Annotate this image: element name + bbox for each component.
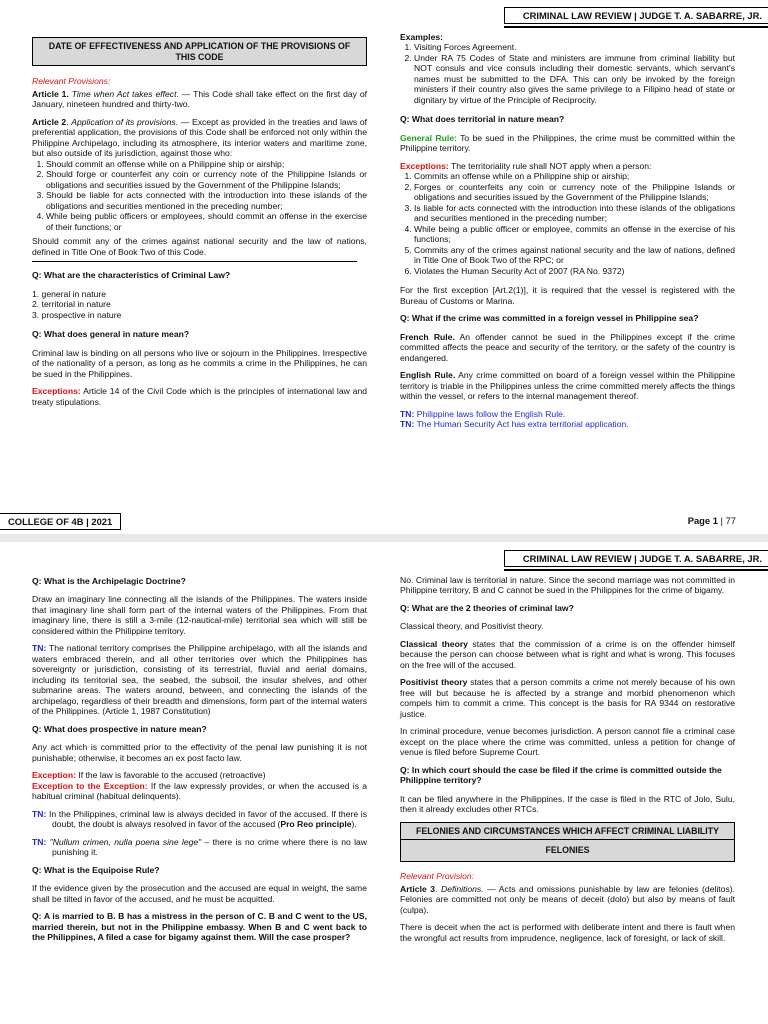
exception	[32, 770, 367, 780]
page-label: Page 1	[687, 515, 718, 526]
relevant-provision-label: Relevant Provision:	[400, 871, 475, 882]
english-rule-text: Any crime committed on board of a foreign vessel within the Philippine territory is triable in the Philippines unless the crime committed merely affects the things within the vessel, or refers to the internal management thereof.	[400, 370, 735, 402]
tn-text: In the Philippines, criminal law is always decided in favor of the accused. If there is doubt, the doubt is always resolved in favor of the accused (	[46, 808, 367, 830]
list-item: 3. Is liable for acts connected with the introduction into these islands of the obligations and securities mentioned in the preceding number;	[414, 203, 735, 224]
answer: Any act which is committed prior to the effectivity of the penal law punishing it is not punishable; otherwise, it becomes an ex post facto law.	[32, 742, 367, 763]
divider	[32, 261, 357, 262]
classical-theory-text: states that the commission of a crime is on the offender himself because the person can choose between what is right and what is wrong. This focuses on the free will of the accused.	[400, 638, 735, 670]
page1-right-column	[400, 32, 735, 430]
teaching-note	[32, 643, 367, 716]
exception-to-exception-text: If the law expressly provides, or when the accused is a habitual criminal (habitual delinquents).	[32, 780, 367, 802]
list-item: 6. Violates the Human Security Act of 2007 (RA No. 9372)	[414, 266, 735, 276]
footer-page-number	[688, 515, 736, 526]
running-header	[504, 550, 768, 571]
tn-label: TN:	[32, 643, 47, 654]
article-1-text: — This Code shall take effect on the first day of January, nineteen hundred and thirty-two.	[32, 88, 367, 110]
header-rule	[504, 569, 768, 571]
footer-college: COLLEGE OF 4B | 2021	[0, 513, 121, 530]
page-total: | 77	[717, 515, 736, 526]
article-1-title: Time when Act takes effect.	[71, 88, 179, 99]
question: Q: What does general in nature mean?	[32, 329, 190, 340]
list-item: 5. Commits any of the crimes against national security and the law of nations, defined in Title One of Book Two of the RPC; or	[414, 245, 735, 266]
venue-paragraph: In criminal procedure, venue becomes jurisdiction. A person cannot file a criminal case except on the place where the crime was committed, unless a petition for change of venue is filed before Supreme Court.	[400, 726, 735, 758]
question: Q: What are the characteristics of Criminal Law?	[32, 270, 231, 281]
list-item: 1. Commits an offense while on a Philippine ship or airship;	[414, 171, 735, 181]
article-2-closing: Should commit any of the crimes against national security and the law of nations, defined in Title One of Book Two of this Code.	[32, 236, 367, 257]
positivist-theory	[400, 677, 735, 719]
article-1-number: Article 1.	[32, 88, 69, 99]
english-rule-label: English Rule.	[400, 370, 456, 381]
tn-label: TN:	[32, 836, 47, 847]
section-title-box: FELONIES AND CIRCUMSTANCES WHICH AFFECT CRIMINAL LIABILITY	[400, 822, 735, 841]
general-rule-label: General Rule:	[400, 132, 457, 143]
article-2-list	[32, 159, 367, 232]
tn-label: TN:	[400, 419, 415, 430]
exceptions-label: Exceptions:	[32, 386, 81, 397]
list-item: 2. Forges or counterfeits any coin or currency note of the Philippine Islands or obligations and securities issued by the Government of the Philippine Islands;	[414, 182, 735, 203]
exceptions-text: The territoriality rule shall NOT apply when a person:	[448, 160, 652, 171]
list-item: 2. Should forge or counterfeit any coin or currency note of the Philippine Islands or obligations and securities issued by the Government of the Philippine Islands;	[46, 169, 367, 190]
registration-note: For the first exception [Art.2(1)], it is required that the vessel is registered with the Bureau of Customs or Marina.	[400, 285, 735, 306]
list-item: 4. While being a public officer or employee, commits an offense in the exercise of his functions;	[414, 224, 735, 245]
positivist-theory-label: Positivist theory	[400, 677, 468, 688]
question: Q: What are the 2 theories of criminal law?	[400, 602, 574, 613]
tn-label: TN:	[400, 408, 415, 419]
article-2-number: Article 2	[32, 116, 67, 127]
question: Q: What does prospective in nature mean?	[32, 723, 207, 734]
list-item: 1. Visiting Forces Agreement.	[414, 42, 735, 52]
exceptions-list	[400, 171, 735, 276]
characteristic-item: 1. general in nature	[32, 288, 107, 299]
header-rule	[504, 26, 768, 28]
classical-theory	[400, 639, 735, 670]
teaching-note	[400, 419, 735, 429]
list-item: 2. Under RA 75 Codes of State and ministers are immune from criminal liability but NOT consuls and vice consuls including their domestic servants, which servant's names must be submitted to the DFA. This can only be invoked by the foreign ministers if their country also gives the same privilege to a Filipino head of state or dignitary by virtue of the Principle of Reciprocity.	[414, 53, 735, 105]
article-3-title: Definitions.	[441, 883, 484, 894]
tn-text-end: ).	[351, 819, 357, 830]
exceptions	[400, 161, 735, 171]
page1-left-column	[32, 37, 367, 414]
question: Q: What if the crime was committed in a foreign vessel in Philippine sea?	[400, 313, 699, 324]
article-2-title: Application of its provisions.	[71, 116, 179, 127]
teaching-note	[32, 837, 367, 858]
header-title: CRIMINAL LAW REVIEW | JUDGE T. A. SABARRE, JR.	[504, 7, 768, 24]
question: Q: What is the Equipoise Rule?	[32, 864, 160, 875]
question: Q: A is married to B. B has a mistress in the person of C. B and C went to the US, married therein, but not in the Philippine embassy. When B and C went back to the Philippines, A filed a case for bigamy against them. Will the case prosper?	[32, 911, 367, 943]
exception-label: Exception:	[32, 770, 76, 781]
teaching-note	[400, 409, 735, 419]
characteristic-item: 3. prospective in nature	[32, 309, 122, 320]
question: Q: What is the Archipelagic Doctrine?	[32, 576, 186, 586]
page-gap	[0, 534, 768, 542]
exceptions	[32, 386, 367, 407]
article-1	[32, 89, 367, 110]
french-rule	[400, 332, 735, 363]
general-rule-text: To be sued in the Philippines, the crime must be committed within the Philippine territory.	[400, 132, 735, 154]
article-2: Article 2. Application of its provisions. — Except as provided in the treaties and laws of preferential application, the provisions of this Code shall be enforced not only within the Philippine Archipelago, including its atmosphere, its interior waters and maritime zone, but also outside of its jurisdiction, against those who:	[32, 116, 368, 159]
answer: No. Criminal law is territorial in nature. Since the second marriage was not committed in Philippine territory, B and C cannot be sued in the Philippines for the crime of bigamy.	[400, 575, 735, 596]
french-rule-label: French Rule.	[400, 331, 455, 342]
article-3-number: Article 3	[400, 883, 436, 894]
document-page-2	[0, 542, 768, 1024]
page2-right-column	[400, 575, 735, 950]
tn-label: TN:	[32, 808, 47, 819]
article-2-text: — Except as provided in the treaties and laws of preferential application, the provisions of this Code shall be enforced not only within the Philippine Archipelago, including its atmosphere, its interior waters and maritime zone, but also outside of its jurisdiction, against those who:	[32, 116, 368, 159]
page2-left-column	[32, 576, 367, 951]
teaching-note	[32, 809, 367, 830]
english-rule	[400, 370, 735, 401]
exception-to-exception	[32, 781, 367, 802]
article-3-text: — Acts and omissions punishable by law are felonies (delitos). Felonies are committed not only be means of deceit (dolo) but also by means of fault (culpa).	[400, 883, 736, 915]
tn-text: The national territory comprises the Philippine archipelago, with all the islands and waters embraced therein, and all other territories over which the Philippines has sovereignty or jurisdiction, consisting of its terrestrial, fluvial and aerial domains, including its territorial sea, the seabed, the subsoil, the insular shelves, and other submarine areas. The waters around, between, and connecting the islands of the archipelago, regardless of their breadth and dimensions, form part of the internal waters of the Philippines. (Article 1, 1987 Constitution)	[32, 643, 367, 717]
list-item: 1. Should commit an offense while on a Philippine ship or airship;	[46, 159, 367, 169]
exception-to-exception-label: Exception to the Exception:	[32, 780, 148, 791]
list-item: 4. While being public officers or employees, should commit an offense in the exercise of their functions; or	[46, 211, 367, 232]
general-rule	[400, 133, 735, 154]
question: Q: In which court should the case be filed if the crime is committed outside the Philippine territory?	[400, 764, 722, 786]
answer: It can be filed anywhere in the Philippines. If the case is filed in the RTC of Jolo, Sulu, then it already excludes other RTCs.	[400, 793, 735, 815]
section-title-box: DATE OF EFFECTIVENESS AND APPLICATION OF THE PROVISIONS OF THIS CODE	[32, 37, 367, 66]
answer: Criminal law is binding on all persons who live or sojourn in the Philippines. Irrespective of the nationality of a person, as long as he commits a crime in the Philippines, he can be sued in the Philippines.	[32, 347, 367, 379]
question: Q: What does territorial in nature mean?	[400, 114, 565, 125]
exceptions-label: Exceptions:	[400, 160, 449, 171]
deceit-paragraph: There is deceit when the act is performed with deliberate intent and there is fault when the wrongful act results from imprudence, negligence, lack of foresight, or lack of skill.	[400, 922, 735, 943]
answer: If the evidence given by the prosecution and the accused are equal in weight, the same shall be tilted in favor of the accused, and he must be acquitted.	[32, 883, 367, 904]
list-item: 3. Should be liable for acts connected with the introduction into these islands of the obligations and securities mentioned in the preceding number;	[46, 190, 367, 211]
exceptions-text: Article 14 of the Civil Code which is the principles of international law and treaty stipulations.	[32, 386, 367, 407]
latin-maxim: "Nullum crimen, nulla poena sine lege"	[49, 836, 202, 847]
french-rule-text: An offender cannot be sued in the Philippines except if the crime committed affects the peace and security of the territory, or the safety of the country is endangered.	[400, 331, 735, 363]
tn-text: The Human Security Act has extra territorial application.	[416, 419, 629, 430]
classical-theory-label: Classical theory	[400, 638, 468, 649]
tn-text: Philippine laws follow the English Rule.	[416, 408, 566, 419]
answer: Draw an imaginary line connecting all the islands of the Philippines. The waters inside that imaginary line shall form part of the internal waters of the Philippines. From that imaginary line, there is still a 3-mile (12-nautical-mile) territorial sea which will still be considered within the Philippine territory.	[32, 594, 367, 636]
positivist-theory-text: states that a person commits a crime not merely because of his own free will but because he is affected by a strange and morbid phenomenon which compels him to commit a crime. This concept is the basis for RA 9344 on restorative justice.	[400, 677, 735, 719]
examples-list	[400, 42, 735, 105]
running-header	[504, 7, 768, 28]
examples-label: Examples:	[400, 32, 443, 42]
article-3: Article 3. Definitions. — Acts and omissions punishable by law are felonies (delitos). Felonies are committed not only be means of deceit (dolo) but also by means of fault (culpa).	[400, 883, 736, 915]
answer: Classical theory, and Positivist theory.	[400, 621, 544, 632]
pro-reo-principle: Pro Reo principle	[280, 819, 352, 830]
subsection-title-box: FELONIES	[400, 840, 735, 862]
relevant-provisions-label: Relevant Provisions:	[32, 76, 111, 87]
tn-text: – there is no crime where there is no law punishing it.	[52, 836, 367, 858]
characteristic-item: 2. territorial in nature	[32, 299, 111, 310]
exception-text: If the law is favorable to the accused (retroactive)	[75, 770, 266, 781]
header-title: CRIMINAL LAW REVIEW | JUDGE T. A. SABARRE, JR.	[504, 550, 768, 567]
